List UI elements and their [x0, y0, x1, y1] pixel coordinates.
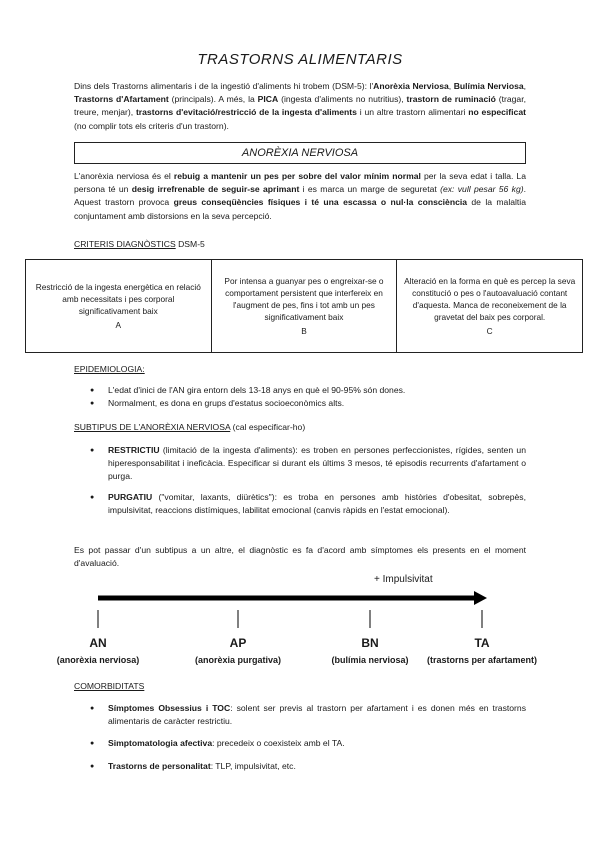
- anorexia-description: L'anorèxia nerviosa és el rebuig a mantenir un pes per sobre del valor mínim normal per la seva edat i talla. La persona té un desig irrefrenable de seguir-se aprimant i es marca un marge de seguretat (ex: vull pesar 56 kg). Aquest trastorn provoca greus conseqüències físiques i té una escassa o nul·la consciència de la malaltia conjuntament amb distorsions en la seva percepció.: [74, 171, 526, 221]
- list-item: ● Normalment, es dona en grups d'estatus socioeconòmics alts.: [90, 397, 526, 410]
- intro-paragraph: Dins dels Trastorns alimentaris i de la ingestió d'aliments hi trobem (DSM-5): l'Anorèxia Nerviosa, Bulímia Nerviosa, Trastorns d'Afartament (principals). A més, la PICA (ingesta d'aliments no nutritius), trastorn de ruminació (tragar, treure, menjar), trastorns d'evitació/restricció de la ingesta d'aliments i un altre trastorn alimentari no especificat (no complir tots els criteris d'un trastorn).: [74, 81, 527, 131]
- timeline-node-ta: TA: [474, 636, 490, 650]
- list-item: ● Trastorns de personalitat: TLP, impulsivitat, etc.: [90, 760, 526, 773]
- timeline-label-an: (anorèxia nerviosa): [56, 655, 140, 665]
- list-item: ● L'edat d'inici de l'AN gira entorn dels 13-18 anys en què el 90-95% són dones.: [90, 384, 526, 397]
- criteria-heading: CRITERIS DIAGNÒSTICS DSM-5: [74, 239, 205, 249]
- timeline-label-bn: (bulímia nerviosa): [331, 655, 409, 665]
- list-item: ● PURGATIU ("vomitar, laxants, diürètics"): es troba en persones amb històries d'obesitat, sobrepès, impulsivitat, reaccions distímiques, labilitat emocional (canvis ràpids en l'estat emocional).: [90, 491, 526, 517]
- criteria-cell-b: Por intensa a guanyar pes o engreixar-se o comportament persistent que interfereix en l'augment de pes, fins i tot amb un pes significativament baix B: [211, 260, 397, 353]
- comorbidities-heading: COMORBIDITATS: [74, 681, 145, 691]
- epidemiology-list: [90, 384, 526, 410]
- timeline-node-bn: BN: [361, 636, 379, 650]
- transition-paragraph: Es pot passar d'un subtipus a un altre, el diagnòstic es fa d'acord amb símptomes els presents en el moment d'avaluació.: [74, 545, 526, 569]
- impulsivity-arrow-head: [474, 591, 487, 605]
- criteria-table: [25, 259, 583, 353]
- timeline-label-ta: (trastorns per afartament): [426, 655, 538, 665]
- anorexia-heading-box: ANORÈXIA NERVIOSA: [74, 142, 526, 164]
- criteria-cell-c: Alteració en la forma en què es percep la seva constitució o pes o l'autoavaluació contant d'aquesta. Manca de reconeixement de la gravetat del baix pes corporal. C: [397, 260, 583, 353]
- subtypes-list: [90, 444, 526, 517]
- impulsivity-label: + Impulsivitat: [374, 574, 433, 585]
- timeline-label-ap: (anorèxia purgativa): [194, 655, 282, 665]
- page-title: TRASTORNS ALIMENTARIS: [197, 51, 403, 68]
- timeline-diagram: [0, 588, 600, 628]
- criteria-cell-a: Restricció de la ingesta energètica en relació amb necessitats i pes corporal significativament baix A: [26, 260, 212, 353]
- epidemiology-heading: EPIDEMIOLOGIA:: [74, 364, 145, 374]
- list-item: ● Simptomatologia afectiva: precedeix o coexisteix amb el TA.: [90, 737, 526, 750]
- timeline-node-ap: AP: [229, 636, 247, 650]
- timeline-node-an: AN: [89, 636, 107, 650]
- subtypes-heading: SUBTIPUS DE L'ANORÈXIA NERVIOSA (cal especificar-ho): [74, 422, 306, 432]
- comorbidities-list: [90, 702, 526, 773]
- list-item: ● RESTRICTIU (limitació de la ingesta d'aliments): es troben en persones perfeccionistes, rígides, senten un hiperesponsabilitat i ineficàcia. Especificar si durant els últims 3 mesos, té episodis recurrents d'afartament o purga.: [90, 444, 526, 484]
- list-item: ● Símptomes Obsessius i TOC: solent ser previs al trastorn per afartament i es donen més en trastorns alimentaris de caràcter restrictiu.: [90, 702, 526, 728]
